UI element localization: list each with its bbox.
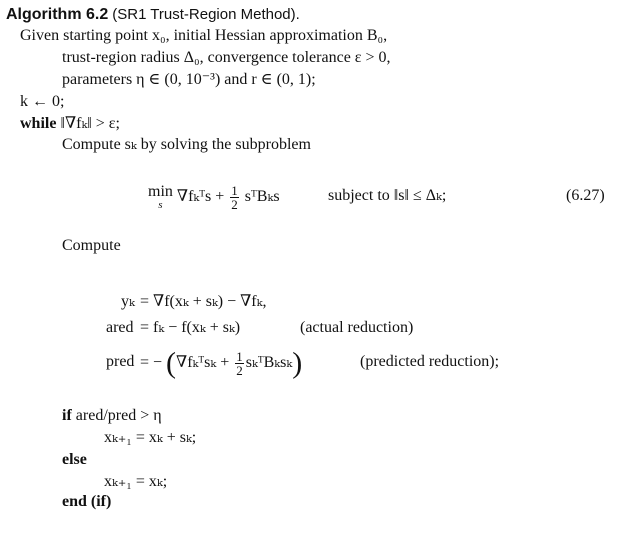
min-operator: min s <box>148 183 173 211</box>
yk-rhs: = ∇f(xₖ + sₖ) − ∇fₖ, <box>140 293 267 310</box>
ared-note: (actual reduction) <box>300 319 414 336</box>
while-condition: ‖∇fₖ‖ > ε; <box>60 115 120 132</box>
pred-inner-a: ∇fₖᵀsₖ + <box>176 354 230 372</box>
given-line-1: Given starting point x₀, initial Hessian approximation B₀, <box>20 27 388 44</box>
else-statement: xₖ₊₁ = xₖ; <box>104 473 168 490</box>
subproblem-rhs: sᵀBₖs <box>244 188 280 206</box>
pred-lhs: pred <box>106 353 135 370</box>
subproblem-constraint: subject to ‖s‖ ≤ Δₖ; <box>328 187 447 204</box>
ared-lhs: ared <box>106 319 134 336</box>
if-condition: ared/pred > η <box>75 407 162 424</box>
algorithm-title <box>6 5 300 25</box>
given-line-2: trust-region radius Δ₀, convergence tolerance ε > 0, <box>62 49 391 66</box>
while-keyword: while <box>20 115 57 132</box>
subproblem-lhs: ∇fₖᵀs + <box>176 188 225 206</box>
pred-inner-b: sₖᵀBₖsₖ <box>245 354 293 372</box>
algorithm-name: (SR1 Trust-Region Method). <box>112 6 300 23</box>
compute-sk-line: Compute sₖ by solving the subproblem <box>62 136 311 153</box>
min-variable: s <box>158 199 163 211</box>
then-statement: xₖ₊₁ = xₖ + sₖ; <box>104 429 197 446</box>
if-statement <box>62 406 162 426</box>
end-if: end (if) <box>62 493 112 510</box>
compute-line: Compute <box>62 237 121 254</box>
given-line-3: parameters η ∈ (0, 10⁻³) and r ∈ (0, 1); <box>62 71 316 88</box>
while-statement <box>20 114 120 134</box>
half-fraction: $\frac{1}{2}$ <box>231 183 238 212</box>
if-keyword: if <box>62 407 72 424</box>
pred-eq: = − <box>140 354 163 372</box>
algorithm-label: Algorithm 6.2 <box>6 6 109 23</box>
pred-close-paren: ) <box>292 346 303 380</box>
yk-lhs: yₖ <box>121 293 135 310</box>
init-statement: k ← 0; <box>20 93 65 110</box>
pred-note: (predicted reduction); <box>360 353 500 370</box>
pred-rhs <box>140 346 303 380</box>
equation-number: (6.27) <box>566 187 605 204</box>
pred-half-fraction: $\frac{1}{2}$ <box>236 349 243 378</box>
pred-open-paren: ( <box>166 346 177 380</box>
ared-rhs: = fₖ − f(xₖ + sₖ) <box>140 319 241 336</box>
else-keyword: else <box>62 451 87 468</box>
subproblem-equation <box>148 184 280 211</box>
